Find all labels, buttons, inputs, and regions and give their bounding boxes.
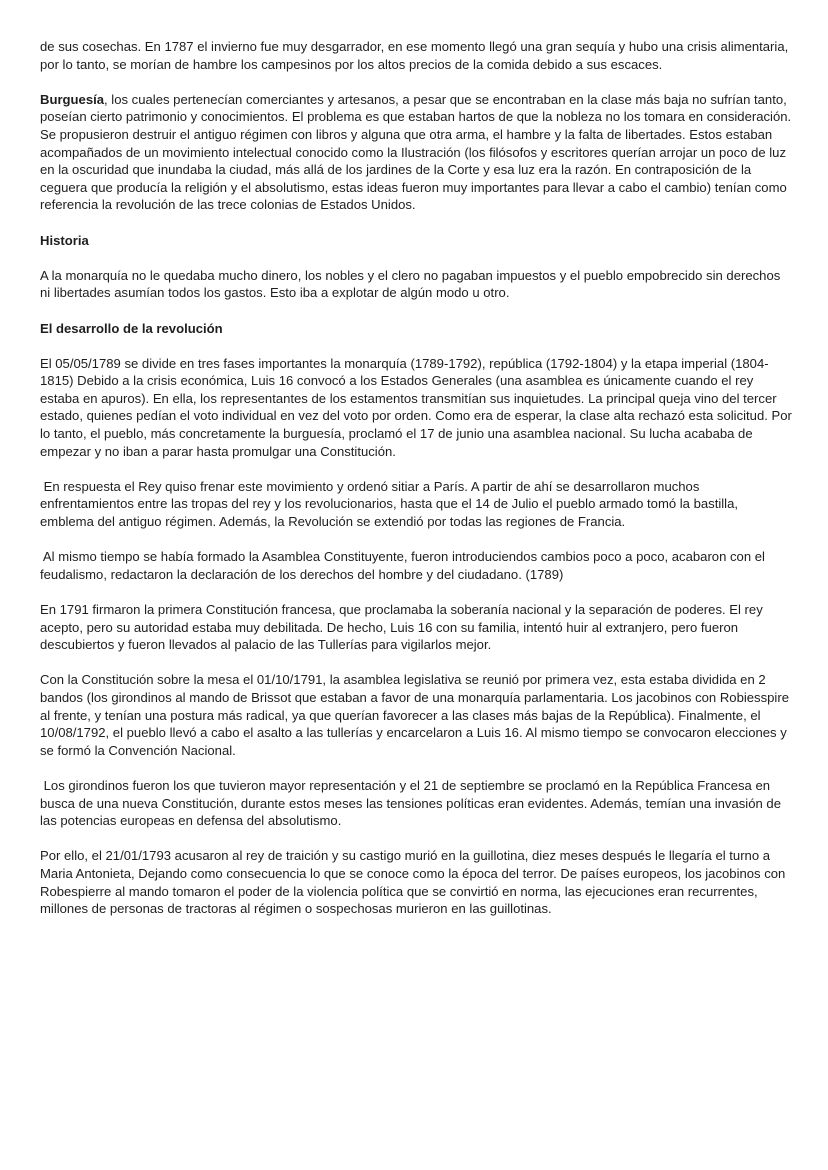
heading-desarrollo: El desarrollo de la revolución	[40, 320, 223, 336]
bastilla-text: En respuesta el Rey quiso frenar este movimiento y ordenó sitiar a París. A partir de ahí se desarrollaron muchos enfrentamientos entre las tropas del rey y los revolucionarios, hasta que el 14 de Julio el pueblo armado tomó la bastilla, emblema del antiguo régimen. Además, la Revolución se extendió por todas las regiones de Francia.	[40, 478, 739, 530]
heading-historia: Historia	[40, 232, 89, 248]
burguesia-lead: Burguesía	[40, 91, 105, 107]
paragraph-girondinos	[40, 777, 792, 830]
girondinos-text: Los girondinos fueron los que tuvieron mayor representación y el 21 de septiembre se proclamó en la República Francesa en busca de una nueva Constitución, durante estos meses las tensiones políticas eran evidentes. Además, temían una invasión de las potencias europeas en defensa del absolutismo.	[40, 777, 781, 829]
paragraph-asamblea-constituyente	[40, 548, 792, 583]
paragraph-estados-generales: El 05/05/1789 se divide en tres fases importantes la monarquía (1789-1792), república (1792-1804) y la etapa imperial (1804-1815) Debido a la crisis económica, Luis 16 convocó a los Estados Generales (una asamblea es únicamente cuando el rey estaba en apuros). En ella, los representantes de los estamentos transmitían sus inquietudes. La principal queja vino del tercer estado, quienes pedían el voto individual en vez del voto por orden. Como era de esperar, la clase alta rechazó esta solicitud. Por lo tanto, el pueblo, más concretamente la burguesía, proclamó el 17 de junio una asamblea nacional. Su lucha acababa de empezar y no iban a parar hasta promulgar una Constitución.	[40, 355, 792, 459]
asamblea-text: Al mismo tiempo se había formado la Asamblea Constituyente, fueron introduciendos cambios poco a poco, acabaron con el feudalismo, redactaron la declaración de los derechos del hombre y del ciudadano. (1789)	[40, 549, 765, 582]
paragraph-terror: Por ello, el 21/01/1793 acusaron al rey de traición y su castigo murió en la guillotina, diez meses después le llegaría el turno a Maria Antonieta, Dejando como consecuencia lo que se conoce como la época del terror. De países europeos, los jacobinos con Robespierre al mando tomaron el poder de la violencia política que se convirtió en norma, las ejecuciones eran recurrentes, millones de personas de tractoras al régimen o sospechosas murieron en las guillotinas.	[40, 848, 786, 917]
paragraph-cosechas: de sus cosechas. En 1787 el invierno fue muy desgarrador, en ese momento llegó una gran sequía y hubo una crisis alimentaria, por lo tanto, se morían de hambre los campesinos por los altos precios de la comida debido a sus escaces.	[40, 39, 789, 72]
document-page	[40, 38, 792, 935]
paragraph-monarquia: A la monarquía no le quedaba mucho dinero, los nobles y el clero no pagaban impuestos y el pueblo empobrecido sin derechos ni libertades asumían todos los gastos. Esto iba a explotar de algún modo u otro.	[40, 267, 781, 301]
paragraph-bastilla	[40, 478, 792, 531]
burguesia-text: , los cuales pertenecían comerciantes y artesanos, a pesar que se encontraban en la clase más baja no sufrían tanto, poseían cierto patrimonio y conocimientos. El problema es que estaban hartos de que la nobleza no los tomara en consideración. Se propusieron destruir el antiguo régimen con libros y alguna que otra arma, el hambre y la falta de libertades. Estos estaban acompañados de un movimiento intelectual conocido como la Ilustración (los filósofos y escritores querían arrojar un poco de luz en la oscuridad que inundaba la ciudad, más allá de los jardines de la Corte y esa luz era la razón. En contraposición de la ceguera que producía la religión y el absolutismo, estas ideas fueron muy importantes para llevar a cabo el cambio) tenían como referencia la revolución de las trece colonias de Estados Unidos.	[40, 91, 792, 213]
paragraph-burguesia	[40, 91, 792, 214]
paragraph-asamblea-legislativa: Con la Constitución sobre la mesa el 01/10/1791, la asamblea legislativa se reunió por primera vez, esta estaba dividida en 2 bandos (los girondinos al mando de Brissot que estaban a favor de una monarquía parlamentaria. Los jacobinos con Robiesspire al frente, y tenían una postura más radical, ya que querían favorecer a las clases más bajas de la República). Finalmente, el 10/08/1792, el pueblo llevó a cabo el asalto a las tullerías y encarcelaron a Luis 16. Al mismo tiempo se convocaron elecciones y se formó la Convención Nacional.	[40, 672, 789, 758]
paragraph-constitucion-1791: En 1791 firmaron la primera Constitución francesa, que proclamaba la soberanía nacional y la separación de poderes. El rey acepto, pero su autoridad estaba muy debilitada. De hecho, Luis 16 con su familia, intentó huir al extranjero, pero fueron descubiertos y fueron llevados al palacio de las Tullerías para vigilarlos mejor.	[40, 602, 763, 653]
